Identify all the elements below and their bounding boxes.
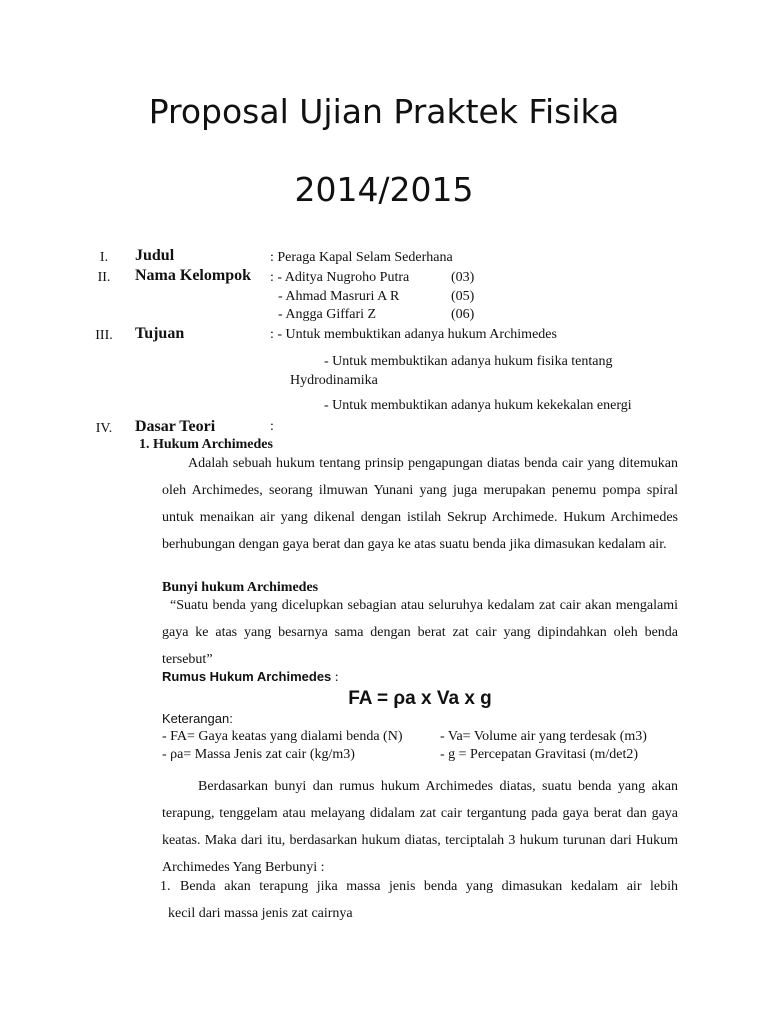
paragraph-bunyi-hukum: “Suatu benda yang dicelupkan sebagian atau seluruhya kedalam zat cair akan mengalami gaya ke atas yang besarnya sama dengan berat zat cair yang dipindahkan oleh benda tersebut” bbox=[162, 598, 678, 667]
section-label-dasar-teori: Dasar Teori bbox=[135, 418, 216, 435]
page-title: Proposal Ujian Praktek Fisika bbox=[148, 92, 620, 131]
heading-bunyi-hukum: Bunyi hukum Archimedes bbox=[162, 580, 319, 595]
keterangan-item: - FA= Gaya keatas yang dialami benda (N) bbox=[162, 729, 403, 744]
tujuan-item-3: - Untuk membuktikan adanya hukum kekekalan energi bbox=[324, 398, 632, 413]
section-label-tujuan: Tujuan bbox=[135, 325, 185, 342]
section-value-judul: : Peraga Kapal Selam Sederhana bbox=[270, 250, 453, 265]
page-subtitle-year: 2014/2015 bbox=[294, 170, 474, 209]
section-number-3: III. bbox=[95, 328, 113, 343]
list-item-1-line-1: Benda akan terapung jika massa jenis benda yang dimasukan kedalam air lebih bbox=[180, 879, 678, 894]
tujuan-item-2: - Untuk membuktikan adanya hukum fisika tentang bbox=[324, 354, 613, 369]
member-number: (06) bbox=[451, 307, 475, 322]
heading-rumus-line bbox=[162, 669, 339, 686]
paragraph-berdasarkan: Berdasarkan bunyi dan rumus hukum Archimedes diatas, suatu benda yang akan terapung, tenggelam atau melayang didalam zat cair tergantung pada gaya berat dan gaya keatas. Maka dari itu, berdasarkan hukum diatas, terciptalah 3 hukum turunan dari Hukum Archimedes Yang Berbunyi : bbox=[162, 779, 678, 875]
section-label-kelompok: Nama Kelompok bbox=[135, 267, 251, 284]
tujuan-item-1: : - Untuk membuktikan adanya hukum Archimedes bbox=[270, 327, 557, 342]
section-number-1: I. bbox=[99, 250, 109, 265]
member-number: (05) bbox=[451, 289, 475, 304]
list-item-1-line-2: kecil dari massa jenis zat cairnya bbox=[168, 906, 353, 921]
section-colon: : bbox=[270, 419, 274, 434]
heading-rumus-hukum: Rumus Hukum Archimedes bbox=[162, 669, 332, 684]
member-name: - Ahmad Masruri A R bbox=[278, 289, 400, 304]
member-name: : - Aditya Nugroho Putra bbox=[270, 270, 410, 285]
keterangan-item: - Va= Volume air yang terdesak (m3) bbox=[440, 729, 647, 744]
keterangan-label: Keterangan: bbox=[162, 711, 233, 726]
list-number-1: 1. bbox=[160, 879, 171, 894]
section-label-judul: Judul bbox=[135, 247, 175, 264]
member-number: (03) bbox=[451, 270, 475, 285]
tujuan-item-2-cont: Hydrodinamika bbox=[290, 373, 378, 388]
formula-archimedes: FA = ρa x Va x g bbox=[348, 688, 492, 709]
keterangan-item: - g = Percepatan Gravitasi (m/det2) bbox=[440, 747, 638, 762]
heading-rumus-colon: : bbox=[331, 670, 339, 685]
paragraph-hukum-archimedes: Adalah sebuah hukum tentang prinsip pengapungan diatas benda cair yang ditemukan oleh Archimedes, seorang ilmuwan Yunani yang juga merupakan penemu pompa spiral untuk menaikan air yang dikenal dengan istilah Sekrup Archimede. Hukum Archimedes berhubungan dengan gaya berat dan gaya ke atas suatu benda jika dimasukan kedalam air. bbox=[162, 456, 678, 552]
section-number-2: II. bbox=[97, 270, 111, 285]
member-name: - Angga Giffari Z bbox=[278, 307, 377, 322]
keterangan-item: - ρa= Massa Jenis zat cair (kg/m3) bbox=[162, 747, 355, 762]
subsection-heading-hukum-archimedes: 1. Hukum Archimedes bbox=[139, 437, 273, 452]
section-number-4: IV. bbox=[95, 421, 113, 436]
